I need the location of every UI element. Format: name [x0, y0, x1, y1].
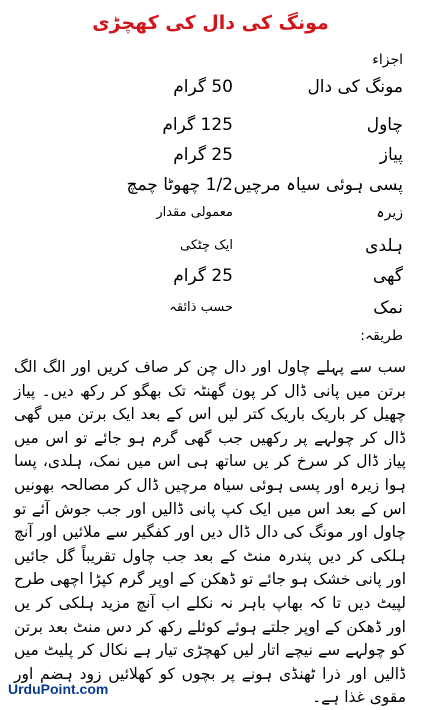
ingredient-quantity: 125 گرام — [162, 115, 233, 135]
ingredient-name: زیرہ — [376, 205, 403, 221]
ingredient-quantity: 25 گرام — [173, 145, 233, 165]
ingredient-row — [0, 233, 421, 259]
ingredient-quantity: حسب ذائقہ — [169, 300, 233, 315]
page-title: مونگ کی دال کی کھچڑی — [92, 12, 329, 34]
ingredient-row — [0, 142, 421, 168]
ingredient-row — [0, 200, 421, 226]
ingredient-name: گھی — [372, 266, 403, 286]
method-text: سب سے پہلے چاول اور دال چن کر صاف کریں اور الگ الگ برتن میں پانی ڈال کر پون گھنٹہ تک بھگو کر رکھ دیں۔ پیاز چھیل کر باریک باریک کتر لیں اس کے بعد ایک برتن میں گھی ڈال کر چولہے پر رکھیں جب گھی گرم ہو جائے تو اس میں پیاز ڈال کر سرخ کر یں ساتھ ہی اس میں نمک، ہلدی، پسا ہوا زیرہ اور پسی ہوئی سیاہ مرچیں ڈال کر مصالحہ بھونیں اس کے بعد اس میں ایک کپ پانی ڈالیں اور جب جوش آئے تو چاول اور مونگ کی دال ڈال دیں اور کفگیر سے ملائیں اور آنچ ہلکی کر دیں پندرہ منٹ کے بعد جب چاول تقریباً گل جائیں اور پانی خشک ہو جائے تو ڈھکن کے اوپر گرم کپڑا اچھی طرح لپیٹ دیں تا کہ بھاپ باہر نہ نکلے اب آنچ مزید ہلکی کر یں اور ڈھکن کے اوپر جلتے ہوئے کوئلے رکھ کر دس منٹ بعد برتن کو چولہے سے نیچے اتار لیں کھچڑی تیار ہے نکال کر پلیٹ میں ڈالیں اور ذرا ٹھنڈی ہونے پر بچوں کو کھلائیں زود ہضم اور مقوی غذا ہے۔ — [14, 358, 406, 707]
ingredient-row — [0, 112, 421, 138]
ingredient-row — [0, 172, 421, 198]
site-logo[interactable]: UrduPoint.com — [8, 681, 109, 697]
method-heading: طریقہ: — [360, 328, 403, 344]
ingredient-row — [0, 295, 421, 321]
ingredient-quantity: 50 گرام — [173, 77, 233, 97]
ingredient-row — [0, 74, 421, 100]
ingredient-name: پیاز — [379, 145, 403, 165]
ingredient-name: مونگ کی دال — [307, 77, 403, 97]
ingredient-quantity: 25 گرام — [173, 266, 233, 286]
ingredient-quantity: 1/2 چھوٹا چمچ — [126, 175, 233, 195]
ingredient-quantity: ایک چٹکی — [180, 238, 233, 253]
ingredient-name: پسی ہوئی سیاہ مرچیں — [233, 175, 403, 195]
ingredient-quantity: معمولی مقدار — [156, 205, 233, 220]
ingredient-name: چاول — [366, 115, 403, 135]
ingredient-name: نمک — [373, 298, 403, 318]
ingredient-row — [0, 263, 421, 289]
ingredient-name: ہلدی — [365, 236, 403, 256]
ingredients-heading: اجزاء — [372, 52, 403, 68]
